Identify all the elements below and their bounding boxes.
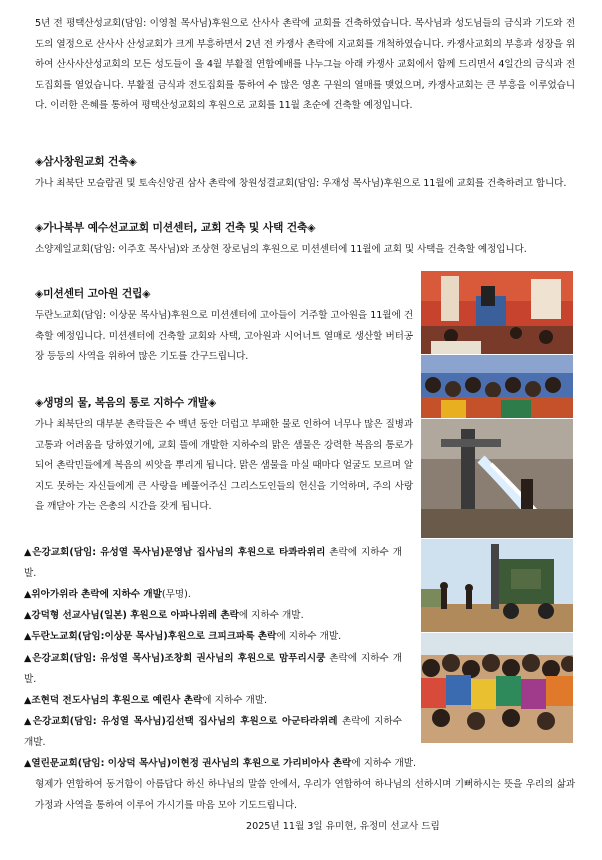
orphanage-paragraph: 두란노교회(담임: 이상문 목사님)후원으로 미션센터에 고아들이 거주할 고아원을 11월에 건축할 예정입니다. 미션센터에 건축할 교회와 사택, 고아원과 시어너트 열매로 생산할 버터공장 등등의 사역을 위하여 많은 기도를 간구드립니다.	[35, 310, 413, 362]
water-pump-photo	[421, 419, 573, 538]
church-service-photo	[421, 271, 573, 354]
well-item-6: ▲조현덕 전도사님의 후원으로 예린사 촌락에 지하수 개발.	[24, 695, 268, 706]
well-item-2: ▲위아가위라 촌락에 지하수 개발(무명).	[24, 589, 191, 600]
closing-paragraph: 형제가 연합하여 동거함이 아름답다 하신 하나님의 말씀 안에서, 우리가 연합하여 하나님의 선하시며 기뻐하시는 뜻을 우리의 삶과 가정과 사역을 통하여 이루어 가시기를 마음 모아 기도드립니다.	[35, 779, 575, 811]
well-item-8: ▲열린문교회(담임: 이상덕 목사님)이현정 권사님의 후원으로 가리비아사 촌락에 지하수 개발.	[24, 758, 417, 769]
section-heading-orphanage: ◈미션센터 고아원 건립◈	[35, 287, 151, 300]
mission-center-paragraph: 소양제일교회(담임: 이주호 목사님)와 조상현 장로님의 후원으로 미션센터에 11월에 교회 및 사택을 건축할 예정입니다.	[35, 244, 527, 255]
section-heading-water: ◈생명의 물, 복음의 통로 지하수 개발◈	[35, 396, 217, 409]
well-item-4: ▲두란노교회(담임:이상문 목사님)후원으로 크피크파룩 촌락에 지하수 개발.	[24, 631, 342, 642]
congregation-photo	[421, 355, 573, 418]
signature-line: 2025년 11월 3일 유미현, 유정미 선교사 드림	[246, 821, 440, 832]
well-item-1: ▲은강교회(담임: 유성열 목사님)문영남 집사님의 후원으로 타콰라위리 촌락에 지하수 개발.	[24, 547, 402, 579]
drilling-rig-photo	[421, 539, 573, 632]
well-item-5: ▲은강교회(담임: 유성열 목사님)조창희 권사님의 후원으로 맘푸리시쿵 촌락에 지하수 개발.	[24, 653, 402, 685]
intro-paragraph: 5년 전 평택산성교회(담임: 이영철 목사님)후원으로 산사사 촌락에 교회를 건축하였습니다. 목사님과 성도님들의 금식과 기도와 전도의 열정으로 산사사 산성교회가 크게 부흥하면서 2년 전 카쟁사 촌락에 지교회를 개척하였습니다. 카쟁사교회의 부흥과 성장을 위하여 산사사산성교회의 모든 성도들이 올 4월 부활절 연합예배를 나누그늘 아래 카쟁사 교회에서 함께 드리면서 4일간의 금식과 전도집회를 열었습니다. 부활절 금식과 전도집회를 통하여 수 많은 영혼 구원의 열매를 맺었으며, 카쟁사교회는 큰 부흥을 이루었습니다. 이러한 은혜를 통하여 평택산성교회의 후원으로 교회를 11월 초순에 건축할 예정입니다.	[35, 18, 575, 111]
section-heading-mission-center: ◈가나북부 예수선교교회 미션센터, 교회 건축 및 사택 건축◈	[35, 221, 316, 234]
section-heading-samsa: ◈삼사창원교회 건축◈	[35, 155, 137, 168]
samsa-paragraph: 가나 최북단 모슬람권 및 토속신앙권 삼사 촌락에 창원성결교회(담임: 우재성 목사님)후원으로 11월에 교회를 건축하려고 합니다.	[35, 178, 567, 189]
water-paragraph: 가나 최북단의 대부분 촌락들은 수 백년 동안 더럽고 부패한 물로 인하여 너무나 많은 질병과 고통과 어려움을 당하였기에, 교회 뜰에 개발한 지하수의 맑은 샘물은 강력한 복음의 통로가 되어 촌락민들에게 복음의 씨앗을 뿌리게 됩니다. 맑은 샘물을 마실 때마다 얼굴도 모르며 알지도 못하는 자신들에게 큰 사랑을 베풀어주신 그리스도인들의 헌신을 기억하며, 주의 사랑을 깨닫아 가는 은총의 시간을 갖게 됩니다.	[35, 419, 413, 512]
well-item-7: ▲은강교회(담임: 유성열 목사님)김선택 집사님의 후원으로 아군타라위레 촌락에 지하수 개발.	[24, 716, 402, 748]
well-item-3: ▲강덕형 선교사님(일본) 후원으로 아파나위레 촌락에 지하수 개발.	[24, 610, 304, 621]
children-crowd-photo	[421, 633, 573, 743]
